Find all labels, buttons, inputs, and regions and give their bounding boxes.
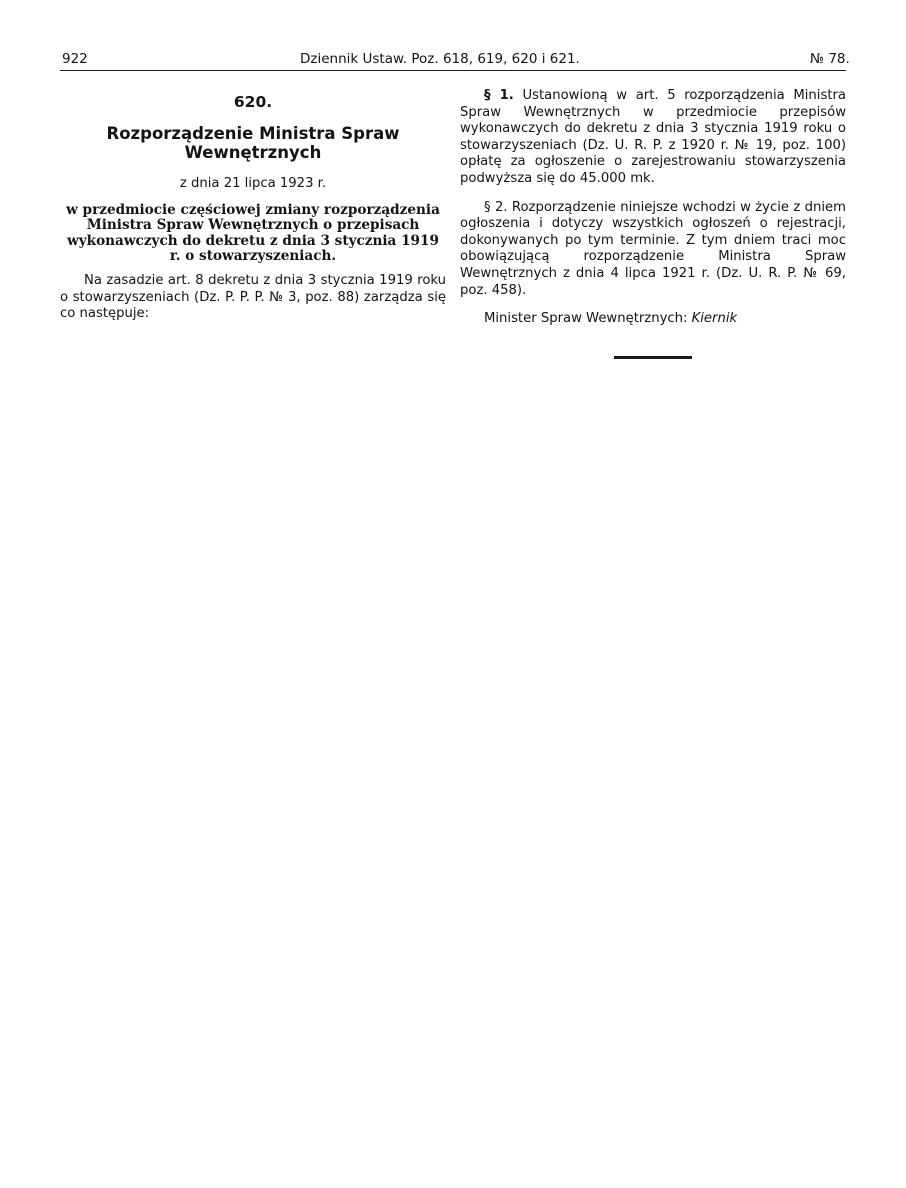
regulation-title: Rozporządzenie Ministra Spraw Wewnętrznych (106, 124, 400, 162)
header-rule (60, 70, 846, 71)
position-number: 620. (233, 93, 273, 111)
section-2-paragraph (460, 200, 846, 300)
signature-role: Minister Spraw Wewnętrznych: (484, 311, 688, 327)
end-rule (614, 356, 692, 359)
journal-header-title: Dziennik Ustaw. Poz. 618, 619, 620 i 621. (300, 51, 580, 67)
section-2-text: Rozporządzenie niniejsze wchodzi w życie z dniem ogłoszenia i dotyczy wszystkich ogłoszeń o rejestracji, dokonywanych po tym terminie. Z tym dniem traci moc obowiązującą rozporządzenie Ministra Spraw Wewnętrznych z dnia 4 lipca 1921 r. (Dz. U. R. P. № 69, poz. 458). (460, 199, 846, 298)
page-number: 922 (62, 51, 88, 67)
preamble-paragraph: Na zasadzie art. 8 dekretu z dnia 3 stycznia 1919 roku o stowarzyszeniach (Dz. P. P. P. № 3, poz. 88) zarządza się co następuje: (60, 272, 446, 322)
section-1-mark: § 1. (484, 88, 514, 103)
signature-name: Kiernik (691, 311, 738, 327)
regulation-date: z dnia 21 lipca 1923 r. (179, 176, 327, 191)
left-column (60, 88, 446, 335)
section-1-paragraph (460, 88, 846, 188)
regulation-subject: w przedmiocie częściowej zmiany rozporządzenia Ministra Spraw Wewnętrznych o przepisach wykonawczych do dekretu z dnia 3 stycznia 1919 r. o stowarzyszeniach. (66, 201, 440, 265)
section-2-mark: § 2. (484, 199, 508, 215)
issue-number: № 78. (810, 51, 850, 67)
signature-line (460, 311, 846, 328)
section-1-text: Ustanowioną w art. 5 rozporządzenia Ministra Spraw Wewnętrznych w przedmiocie przepisów wykonawczych do dekretu z dnia 3 stycznia 1919 roku o stowarzyszeniach (Dz. U. R. P. z 1920 r. № 19, poz. 100) opłatę za ogłoszenie o zarejestrowaniu stowarzyszenia podwyższa się do 45.000 mk. (460, 88, 847, 186)
right-column (460, 88, 846, 328)
